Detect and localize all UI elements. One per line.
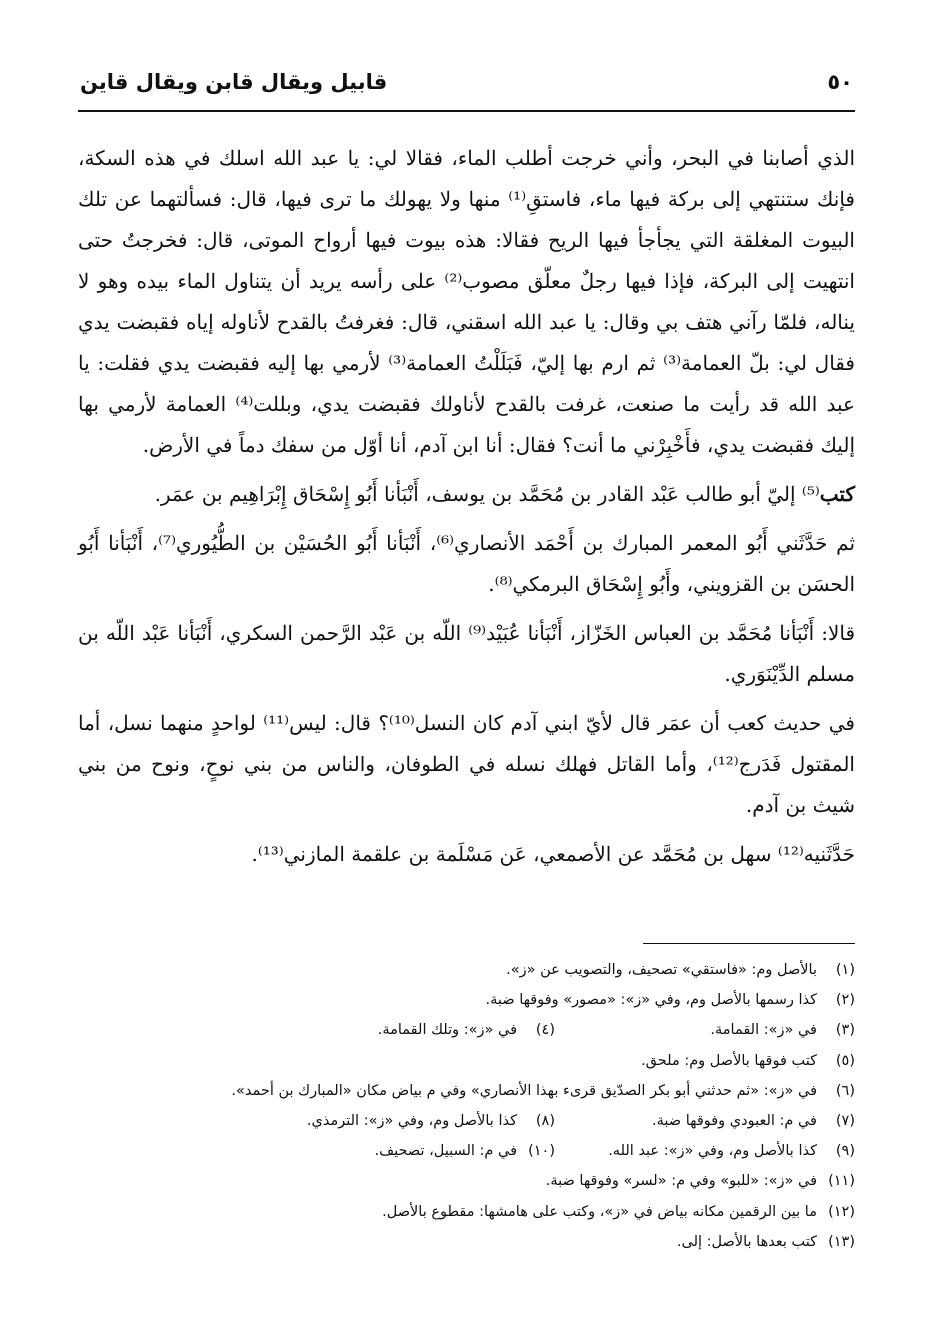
paragraph-6: حَدَّثَنيه⁽¹²⁾ سهل بن مُحَمَّد عن الأصمعي، عَن مَسْلَمة بن علقمة المازني⁽¹³⁾.	[251, 842, 855, 866]
paragraph-5: في حديث كعب أن عمَر قال لأيّ ابني آدم كان النسل⁽¹⁰⁾؟ قال: ليس⁽¹¹⁾ لواحدٍ منهما نسل، أما المقتول فَدَرج⁽¹²⁾، وأما القاتل فهلك نسله في الطوفان، والناس من بني نوحٍ، ونوح من بني شيث بن آدم.	[78, 711, 855, 817]
footnote-1	[78, 955, 855, 985]
footnote-number: (٩)	[835, 1143, 855, 1160]
footnote-13	[78, 1227, 855, 1257]
footnote-text: في م: السبيل، تصحيف.	[374, 1143, 517, 1160]
page-number: ٥٠	[827, 70, 853, 94]
footnote-number: (١٢)	[828, 1203, 855, 1220]
footnote-number: (٦)	[835, 1082, 855, 1099]
footnote-9-10	[78, 1136, 855, 1166]
footnote-11	[78, 1166, 855, 1196]
footnote-9	[555, 1136, 855, 1166]
footnote-5	[78, 1046, 855, 1076]
paragraph-3: ثم حَدَّثَني أَبُو المعمر المبارك بن أَحْمَد الأنصاري⁽⁶⁾، أَنْبَأنا أَبُو الحُسَيْن بن الطُّيُوري⁽⁷⁾، أَنْبَأنا أَبُو الحسَن بن القزويني، وأَبُو إِسْحَاق البرمكي⁽⁸⁾.	[78, 531, 856, 596]
footnote-number: (٢)	[835, 992, 855, 1009]
footnote-text: في م: العبودي وفوقها ضبة.	[652, 1113, 817, 1130]
footnote-number: (٥)	[835, 1052, 855, 1069]
footnote-number: (٨)	[535, 1113, 555, 1130]
footnote-number: (٤)	[535, 1022, 555, 1039]
footnote-10	[375, 1136, 555, 1166]
footnote-number: (١٠)	[528, 1143, 555, 1160]
footnote-text: ما بين الرقمين مكانه بياض في «ز»، وكتب على هامشها: مقطوع بالأصل.	[382, 1203, 817, 1220]
footnote-number: (١١)	[828, 1173, 855, 1190]
footnote-separator	[643, 943, 855, 944]
footnote-text: في «ز»: «للبو» وفي م: «لسر» وفوقها ضبة.	[545, 1173, 817, 1190]
footnote-number: (١)	[835, 962, 855, 978]
footnote-8	[307, 1106, 555, 1136]
footnote-text: بالأصل وم: «فاستقي» تصحيف، والتصويب عن «ز».	[506, 962, 817, 978]
footnote-3-4	[78, 1015, 855, 1045]
footnotes	[78, 955, 855, 1257]
footnote-2	[78, 985, 855, 1015]
running-head	[80, 62, 853, 102]
footnote-number: (٧)	[835, 1113, 855, 1130]
footnote-text: كتب فوقها بالأصل وم: ملحق.	[641, 1052, 817, 1069]
header-rule	[78, 110, 855, 112]
footnote-7-8	[78, 1106, 855, 1136]
main-text	[78, 138, 855, 883]
footnote-text: في «ز»: القمامة.	[710, 1022, 817, 1039]
running-title: قابيل ويقال قابن ويقال قاين	[80, 70, 388, 94]
footnote-7	[555, 1106, 855, 1136]
footnote-12	[78, 1197, 855, 1227]
paragraph-4: قالا: أَنْبَأنا مُحَمَّد بن العباس الخَزّاز، أَنْبَأنا عُبَيْد⁽⁹⁾ اللّه بن عَبْد الرَّحمن السكري، أَنْبَأنا عَبْد اللّه بن مسلم الدِّيْنَوَري.	[78, 621, 856, 686]
footnote-text: كذا رسمها بالأصل وم، وفي «ز»: «مصور» وفوقها ضبة.	[485, 992, 817, 1009]
paragraph-2-rest: ⁽⁵⁾ إليّ أبو طالب عَبْد القادر بن مُحَمَّد بن يوسف، أَنْبَأنا أَبُو إِسْحَاق إِبْرَاهِيم بن عمَر.	[154, 482, 820, 506]
footnote-text: في «ز»: «ثم حدثني أبو بكر الصدّيق قرىء بهذا الأنصاري» وفي م بياض مكان «المبارك بن أحمد».	[231, 1082, 817, 1099]
paragraph-2-lead: كتب	[819, 482, 855, 506]
footnote-number: (٣)	[835, 1022, 855, 1039]
footnote-text: كتب بعدها بالأصل: إلى.	[676, 1233, 817, 1250]
footnote-number: (١٣)	[828, 1233, 855, 1250]
footnote-text: في «ز»: وتلك القمامة.	[377, 1022, 517, 1039]
footnote-4	[378, 1015, 555, 1045]
footnote-6	[78, 1076, 855, 1106]
paragraph-2	[78, 474, 855, 515]
footnote-text: كذا بالأصل وم، وفي «ز»: عبد الله.	[608, 1143, 817, 1160]
paragraph-1: الذي أصابنا في البحر، وأني خرجت أطلب الماء، فقالا لي: يا عبد الله اسلك في هذه السكة، فإنك ستنتهي إلى بركة فيها ماء، فاستقِ⁽¹⁾ منها ولا يهولك ما ترى فيها، قال: فسألتهما عن تلك البيوت المغلقة التي يجأجأ فيها الريح فقالا: هذه بيوت فيها أرواح الموتى، قال: فخرجتُ حتى انتهيت إلى البركة، فإذا فيها رجلٌ معلّق مصوب⁽²⁾ على رأسه يريد أن يتناول الماء بيده وهو لا يناله، فلمّا رآني هتف بي وقال: يا عبد الله اسقني، قال: فغرفتُ بالقدح لأناوله إياه فقبضت يدي فقال لي: بلّ العمامة⁽³⁾ ثم ارم بها إليّ، فَبَلَلْتُ العمامة⁽³⁾ لأرمي بها إليه فقبضت يدي فقلت: يا عبد الله قد رأيت ما صنعت، غرفت بالقدح لأناولك فقبضت يدي، وبللت⁽⁴⁾ العمامة لأرمي بها إليك فقبضت يدي، فأَخْبِرْني ما أنت؟ فقال: أنا ابن آدم، أنا أوّل من سفك دماً في الأرض.	[78, 146, 855, 457]
footnote-3	[555, 1015, 855, 1045]
footnote-text: كذا بالأصل وم، وفي «ز»: الترمذي.	[306, 1113, 517, 1130]
